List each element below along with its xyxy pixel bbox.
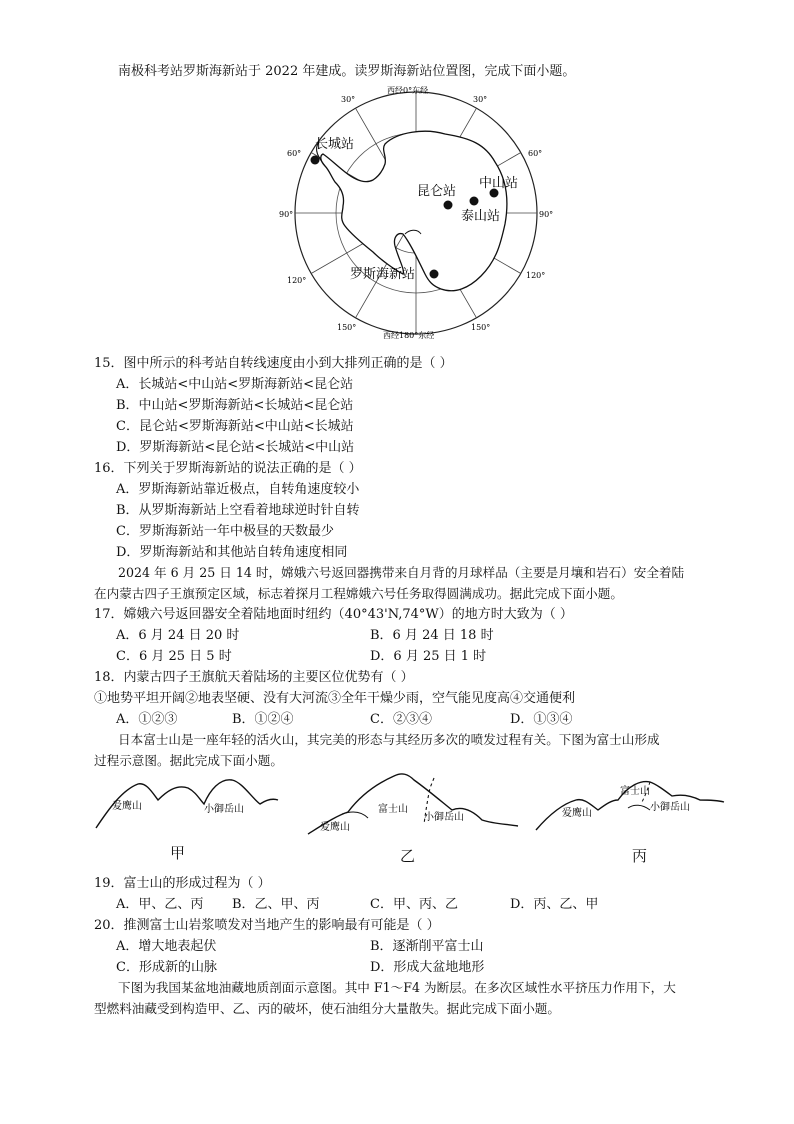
label-60-left: 60° [287,149,302,158]
taishan-station-label: 泰山站 [461,209,501,224]
intro-text-2-line1: 2024 年 6 月 25 日 14 时，嫦娥六号返回器携带来自月背的月球样品（主要是月壤和岩石）安全着陆 [118,565,685,580]
q17-option-d: D．6 月 25 日 1 时 [370,649,487,664]
bing-xiaoyu-label: 小御岳山 [650,802,690,813]
intro-text-2-line2: 在内蒙古四子王旗预定区域，标志着探月工程嫦娥六号任务取得圆满成功。据此完成下面小题。 [94,586,623,601]
fuji-diagram-bing [532,774,728,838]
q15-option-b: B．中山站<罗斯海新站<长城站<昆仑站 [116,398,354,413]
label-bottom-meridian: 西经180°东经 [383,331,435,340]
q19-option-a: A．甲、乙、丙 [116,897,204,912]
q15-option-c: C．昆仑站<罗斯海新站<中山站<长城站 [116,419,354,434]
intro-text-4-line2: 型燃料油藏受到构造甲、乙、丙的破坏，使石油组分大量散失。据此完成下面小题。 [94,1001,560,1016]
q17-option-b: B．6 月 24 日 18 时 [370,628,494,643]
kunlun-station-marker [444,201,453,210]
label-60-right: 60° [528,149,543,158]
q18-option-a: A．①②③ [116,712,178,727]
q16-option-d: D．罗斯海新站和其他站自转角速度相同 [116,545,348,560]
q18-items: ①地势平坦开阔②地表坚硬、没有大河流③全年干燥少雨，空气能见度高④交通便利 [94,691,576,706]
yi-xiaoyu-label: 小御岳山 [424,812,464,823]
luosihai-station-label: 罗斯海新站 [350,267,416,282]
q18-option-b: B．①②④ [232,712,294,727]
label-90-left: 90° [279,210,294,219]
bing-fuji-label: 富士山 [620,786,650,797]
label-120-left: 120° [287,276,307,285]
label-150-right: 150° [471,323,491,332]
q17-option-c: C．6 月 25 日 5 时 [116,649,232,664]
q18-stem: 18．内蒙古四子王旗航天着陆场的主要区位优势有（ ） [94,670,414,685]
q18-option-d: D．①③④ [510,712,573,727]
intro-text-4-line1: 下图为我国某盆地油藏地质剖面示意图。其中 F1～F4 为断层。在多次区域性水平挤压力作用下，大 [118,980,676,995]
fuji-diagram-yi [306,766,520,840]
intro-text-3-line2: 过程示意图。据此完成下面小题。 [94,753,283,768]
fuji-caption-bing: 丙 [632,847,648,865]
label-top-meridian: 西经0°东经 [387,86,429,95]
changcheng-station-label: 长城站 [315,137,355,152]
kunlun-station-label: 昆仑站 [417,184,457,199]
q20-option-c: C．形成新的山脉 [116,960,217,975]
q19-stem: 19．富士山的形成过程为（ ） [94,876,271,891]
q19-option-b: B．乙、甲、丙 [232,897,320,912]
q17-stem: 17．嫦娥六号返回器安全着陆地面时纽约（40°43'N,74°W）的地方时大致为（ ） [94,607,573,622]
q20-stem: 20．推测富士山岩浆喷发对当地产生的影响最有可能是（ ） [94,918,440,933]
q18-option-c: C．②③④ [370,712,432,727]
q19-option-d: D．丙、乙、甲 [510,897,599,912]
q15-option-a: A．长城站<中山站<罗斯海新站<昆仑站 [116,377,354,392]
antarctic-map [279,84,554,342]
q17-option-a: A．6 月 24 日 20 时 [116,628,240,643]
fuji-diagram-jia [92,770,282,836]
q16-stem: 16．下列关于罗斯海新站的说法正确的是（ ） [94,461,362,476]
label-90-right: 90° [539,210,554,219]
q19-option-c: C．甲、丙、乙 [370,897,458,912]
yi-aiying-label: 爱鹰山 [320,822,350,833]
q15-stem: 15．图中所示的科考站自转线速度由小到大排列正确的是（ ） [94,356,453,371]
yi-fuji-label: 富士山 [378,804,408,815]
label-30-right: 30° [473,95,488,104]
label-30-left: 30° [341,95,356,104]
q16-option-b: B．从罗斯海新站上空看着地球逆时针自转 [116,503,360,518]
q20-option-d: D．形成大盆地地形 [370,960,485,975]
luosihai-station-marker [430,270,439,279]
taishan-station-marker [470,197,479,206]
q15-option-d: D．罗斯海新站<昆仑站<长城站<中山站 [116,440,355,455]
intro-text-1: 南极科考站罗斯海新站于 2022 年建成。读罗斯海新站位置图，完成下面小题。 [118,64,576,79]
q16-option-c: C．罗斯海新站一年中极昼的天数最少 [116,524,334,539]
jia-aiying-label: 爱鹰山 [112,801,142,812]
jia-xiaoyu-label: 小御岳山 [204,804,244,815]
q20-option-a: A．增大地表起伏 [116,939,217,954]
changcheng-station-marker [311,156,320,165]
zhongshan-station-label: 中山站 [479,176,519,191]
q16-option-a: A．罗斯海新站靠近极点，自转角速度较小 [116,482,360,497]
intro-text-3-line1: 日本富士山是一座年轻的活火山，其完美的形态与其经历多次的喷发过程有关。下图为富士山形成 [118,732,660,747]
fuji-caption-jia: 甲 [170,844,186,862]
fuji-caption-yi: 乙 [400,847,416,865]
q20-option-b: B．逐渐削平富士山 [370,939,484,954]
label-150-left: 150° [337,323,357,332]
label-120-right: 120° [526,271,546,280]
bing-aiying-label: 爱鹰山 [562,808,592,819]
